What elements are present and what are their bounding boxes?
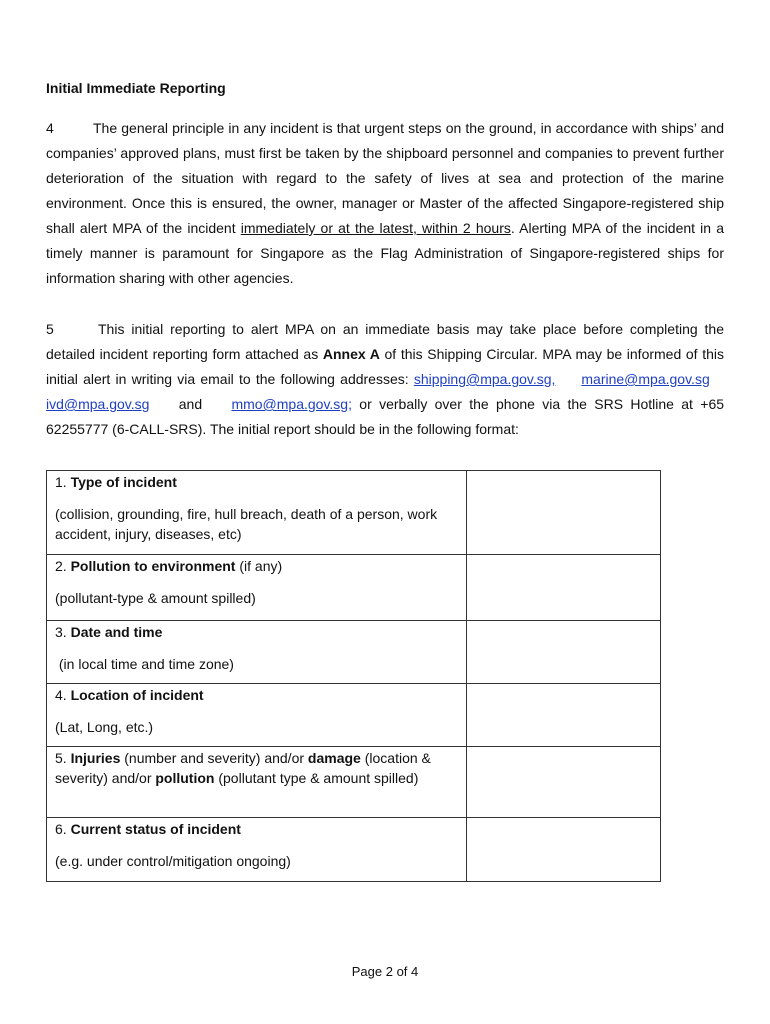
paragraph-number: 5	[46, 321, 54, 337]
row-number: 6.	[55, 821, 71, 837]
row-number: 2.	[55, 558, 71, 574]
field-cell	[47, 818, 467, 882]
table-row	[47, 818, 661, 882]
paragraph-text: . Alerting MPA of the incident in a timely manner is paramount for Singapore as the Flag Administration of Singapore-registered ships for information sharing with other agencies.	[46, 220, 724, 286]
field-cell	[47, 747, 467, 818]
row-number: 3.	[55, 624, 71, 640]
email-link-shipping[interactable]: shipping@mpa.gov.sg,	[413, 371, 556, 387]
field-cell	[47, 684, 467, 747]
table-row	[47, 684, 661, 747]
row-number: 1.	[55, 474, 71, 490]
paragraph-text: of this Shipping Circular. MPA may be informed of this initial alert in writing via email to the following addresses:	[46, 346, 724, 387]
field-cell	[47, 555, 467, 621]
paragraph-4	[46, 116, 724, 291]
table-row	[47, 471, 661, 555]
table-row	[47, 747, 661, 818]
entry-cell[interactable]	[466, 684, 660, 747]
row-number: 4.	[55, 687, 71, 703]
paragraph-text: This initial reporting to alert MPA on an immediate basis may take place before completing the detailed incident reporting form attached as	[46, 321, 724, 362]
field-description: (Lat, Long, etc.)	[55, 719, 154, 735]
field-title: Current status of incident	[70, 821, 241, 837]
entry-cell[interactable]	[466, 747, 660, 818]
field-cell	[47, 471, 467, 555]
field-title: Location of incident	[70, 687, 204, 703]
table-row	[47, 555, 661, 621]
field-cell	[47, 621, 467, 684]
field-description: (e.g. under control/mitigation ongoing)	[55, 853, 291, 869]
field-title: damage	[307, 750, 361, 766]
field-title: Type of incident	[70, 474, 177, 490]
paragraph-text: The general principle in any incident is that urgent steps on the ground, in accordance with ships’ and companies’ approved plans, must first be taken by the shipboard personnel and companies to prevent further deterioration of the situation with regard to the safety of lives at sea and protection of the marine environment. Once this is ensured, the owner, manager or Master of the affected Singapore-registered ship shall alert MPA of the incident	[46, 120, 724, 236]
field-qualifier: (if any)	[235, 558, 283, 574]
field-title: Injuries	[70, 750, 121, 766]
entry-cell[interactable]	[466, 555, 660, 621]
field-description: (pollutant-type & amount spilled)	[55, 590, 256, 606]
email-link-marine[interactable]: marine@mpa.gov.sg	[581, 371, 710, 387]
paragraph-text: or verbally over the phone via the SRS Hotline at +65 62255777 (6-CALL-SRS). The initial report should be in the following format:	[46, 396, 725, 437]
paragraph-5	[46, 317, 724, 442]
field-description: (collision, grounding, fire, hull breach, death of a person, work accident, injury, diseases, etc)	[55, 506, 438, 542]
table-row	[47, 621, 661, 684]
email-link-ivd[interactable]: ivd@mpa.gov.sg	[46, 396, 150, 412]
entry-cell[interactable]	[466, 621, 660, 684]
field-title: Date and time	[70, 624, 163, 640]
row-number: 5.	[55, 750, 71, 766]
entry-cell[interactable]	[466, 818, 660, 882]
entry-cell[interactable]	[466, 471, 660, 555]
annex-reference: Annex A	[322, 346, 380, 362]
paragraph-number: 4	[46, 120, 54, 136]
field-description: (location & severity) and/or	[55, 750, 431, 786]
field-description: (in local time and time zone)	[55, 656, 234, 672]
page-number: Page 2 of 4	[351, 964, 419, 979]
field-description: (pollutant type & amount spilled)	[214, 770, 419, 786]
email-link-mmo[interactable]: mmo@mpa.gov.sg;	[231, 396, 352, 412]
field-description: (number and severity) and/or	[120, 750, 308, 766]
field-title: pollution	[155, 770, 215, 786]
deadline-text: immediately or at the latest, within 2 hours	[240, 220, 511, 236]
field-title: Pollution to environment	[70, 558, 236, 574]
conjunction: and	[178, 396, 203, 412]
report-format-table	[46, 470, 661, 882]
section-heading: Initial Immediate Reporting	[46, 80, 226, 96]
